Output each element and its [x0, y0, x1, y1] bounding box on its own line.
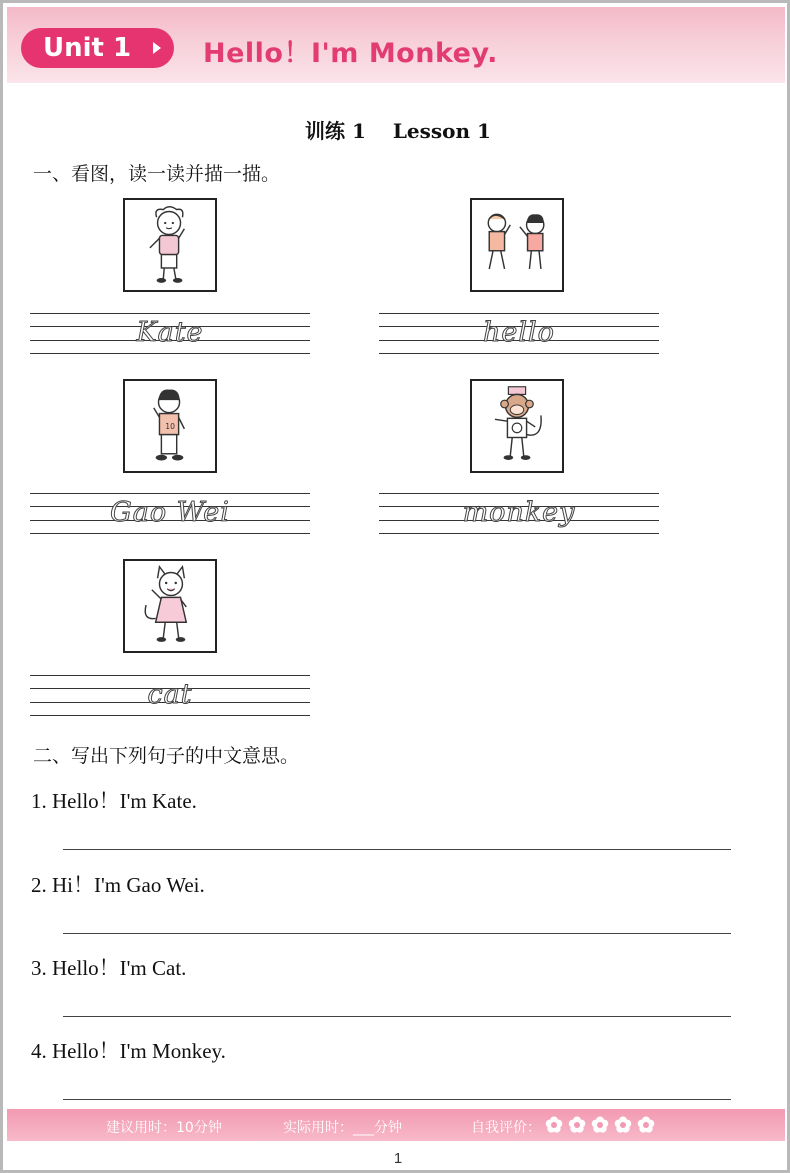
- sentence-3: 3. Hello！I'm Cat.: [31, 956, 187, 980]
- answer-line-2[interactable]: [63, 933, 731, 934]
- rating-flowers[interactable]: [544, 1115, 659, 1135]
- trace-lines-kate: [30, 313, 310, 359]
- lesson-title: 训练 1 Lesson 1: [305, 119, 491, 143]
- unit-title: Hello！I'm Monkey.: [203, 38, 498, 69]
- girl-kate-icon: [123, 198, 217, 292]
- section1-title: 一、看图，读一读并描一描。: [33, 163, 281, 185]
- trace-word[interactable]: Kate: [136, 317, 204, 348]
- trace-word[interactable]: monkey: [462, 497, 576, 528]
- unit-label: Unit 1: [43, 33, 132, 63]
- answer-line-4[interactable]: [63, 1099, 731, 1100]
- sentence-4: 4. Hello！I'm Monkey.: [31, 1039, 226, 1063]
- section2-title: 二、写出下列句子的中文意思。: [33, 745, 300, 767]
- flower-star-icon[interactable]: [638, 1117, 655, 1133]
- sentence-1: 1. Hello！I'm Kate.: [31, 789, 197, 813]
- svg-text:10: 10: [165, 421, 175, 431]
- two-kids-waving-icon: [470, 198, 564, 292]
- answer-line-3[interactable]: [63, 1016, 731, 1017]
- trace-lines-gao-wei: [30, 493, 310, 539]
- trace-word[interactable]: Gao Wei: [110, 497, 230, 528]
- page-number: 1: [393, 1150, 403, 1167]
- monkey-icon: [470, 379, 564, 473]
- suggested-time: 建议用时：10分钟: [106, 1120, 222, 1136]
- flower-star-icon[interactable]: [592, 1117, 609, 1133]
- flower-star-icon[interactable]: [546, 1117, 563, 1133]
- answer-line-1[interactable]: [63, 849, 731, 850]
- self-eval-label: 自我评价：: [471, 1120, 541, 1136]
- sentence-2: 2. Hi！I'm Gao Wei.: [31, 873, 205, 897]
- play-arrow-icon: [149, 34, 167, 62]
- flower-star-icon[interactable]: [569, 1117, 586, 1133]
- cat-icon: [123, 559, 217, 653]
- boy-gao-wei-icon: [123, 379, 217, 473]
- trace-word[interactable]: cat: [147, 679, 193, 710]
- trace-lines-monkey: [379, 493, 659, 539]
- trace-lines-cat: [30, 675, 310, 721]
- actual-time: 实际用时：___分钟: [283, 1120, 402, 1136]
- flower-star-icon[interactable]: [615, 1117, 632, 1133]
- trace-lines-hello: [379, 313, 659, 359]
- trace-word[interactable]: hello: [483, 317, 555, 348]
